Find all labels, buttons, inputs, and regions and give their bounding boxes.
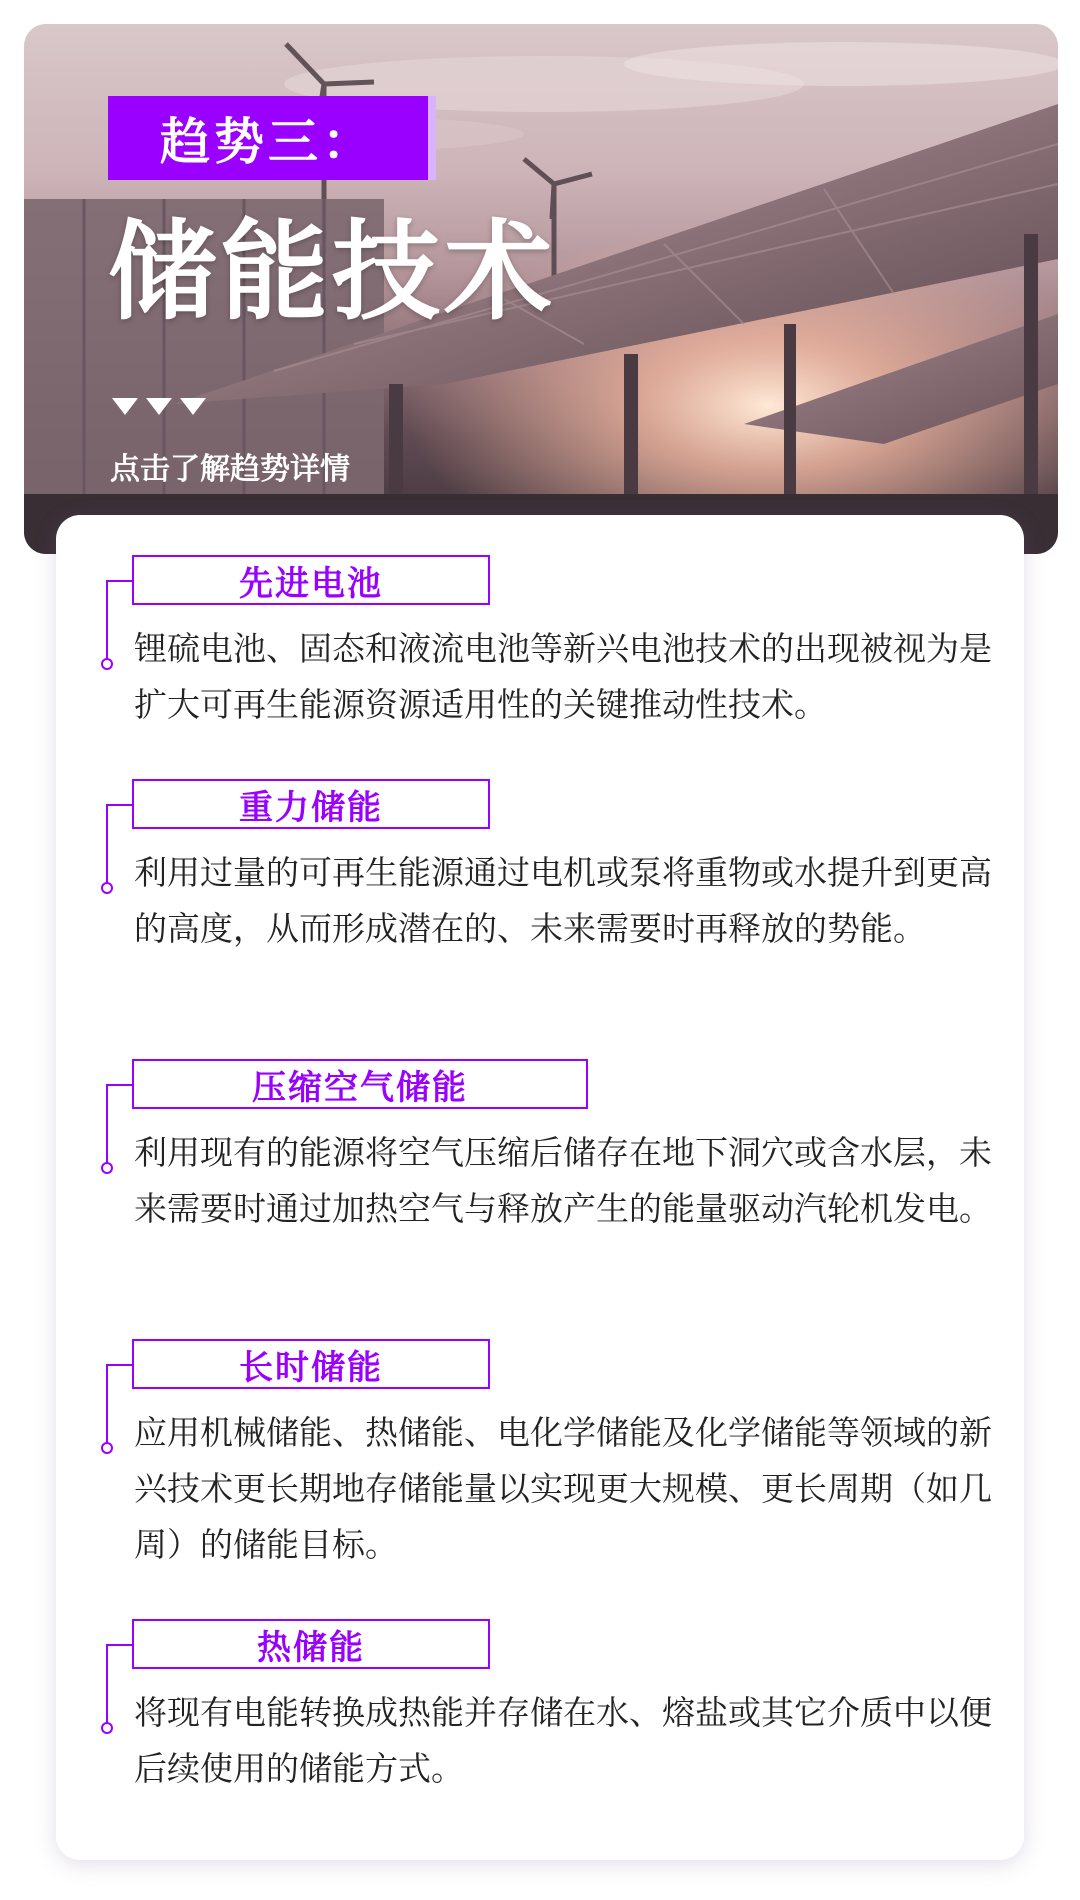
- section-description: 锂硫电池、固态和液流电池等新兴电池技术的出现被视为是扩大可再生能源资源适用性的关键推动性技术。: [134, 629, 992, 724]
- section-description: 利用现有的能源将空气压缩后储存在地下洞穴或含水层，未来需要时通过加热空气与释放产生的能量驱动汽轮机发电。: [134, 1133, 992, 1228]
- section-title: 压缩空气储能: [132, 1059, 588, 1109]
- section-description: 应用机械储能、热储能、电化学储能及化学储能等领域的新兴技术更长期地存储能量以实现更大规模、更长周期（如几周）的储能目标。: [134, 1413, 992, 1564]
- hero-banner[interactable]: [24, 24, 1058, 554]
- section-description: 利用过量的可再生能源通过电机或泵将重物或水提升到更高的高度，从而形成潜在的、未来需要时再释放的势能。: [134, 853, 992, 948]
- bullet-dot-icon: [101, 1442, 113, 1454]
- trend-number-tag: [108, 96, 428, 180]
- connector-line: [106, 1644, 108, 1727]
- bullet-dot-icon: [101, 1162, 113, 1174]
- connector-line: [106, 804, 132, 806]
- section-description: 将现有电能转换成热能并存储在水、熔盐或其它介质中以便后续使用的储能方式。: [134, 1693, 992, 1788]
- bullet-dot-icon: [101, 1722, 113, 1734]
- connector-line: [106, 1364, 132, 1366]
- content-card: [56, 515, 1024, 1860]
- connector-line: [106, 580, 108, 663]
- bullet-dot-icon: [101, 658, 113, 670]
- section-title: 热储能: [132, 1619, 490, 1669]
- connector-line: [106, 1084, 108, 1167]
- connector-line: [106, 1644, 132, 1646]
- connector-line: [106, 804, 108, 887]
- section-title: 先进电池: [132, 555, 490, 605]
- section-title: 重力储能: [132, 779, 490, 829]
- connector-line: [106, 1364, 108, 1447]
- trend-number-label: 趋势三：: [160, 113, 376, 171]
- triangle-down-icon: [112, 398, 206, 415]
- section-title: 长时储能: [132, 1339, 490, 1389]
- bullet-dot-icon: [101, 882, 113, 894]
- connector-line: [106, 1084, 132, 1086]
- page-title: 储能技术: [108, 210, 557, 335]
- connector-line: [106, 580, 132, 582]
- learn-more-link[interactable]: 点击了解趋势详情: [110, 452, 350, 487]
